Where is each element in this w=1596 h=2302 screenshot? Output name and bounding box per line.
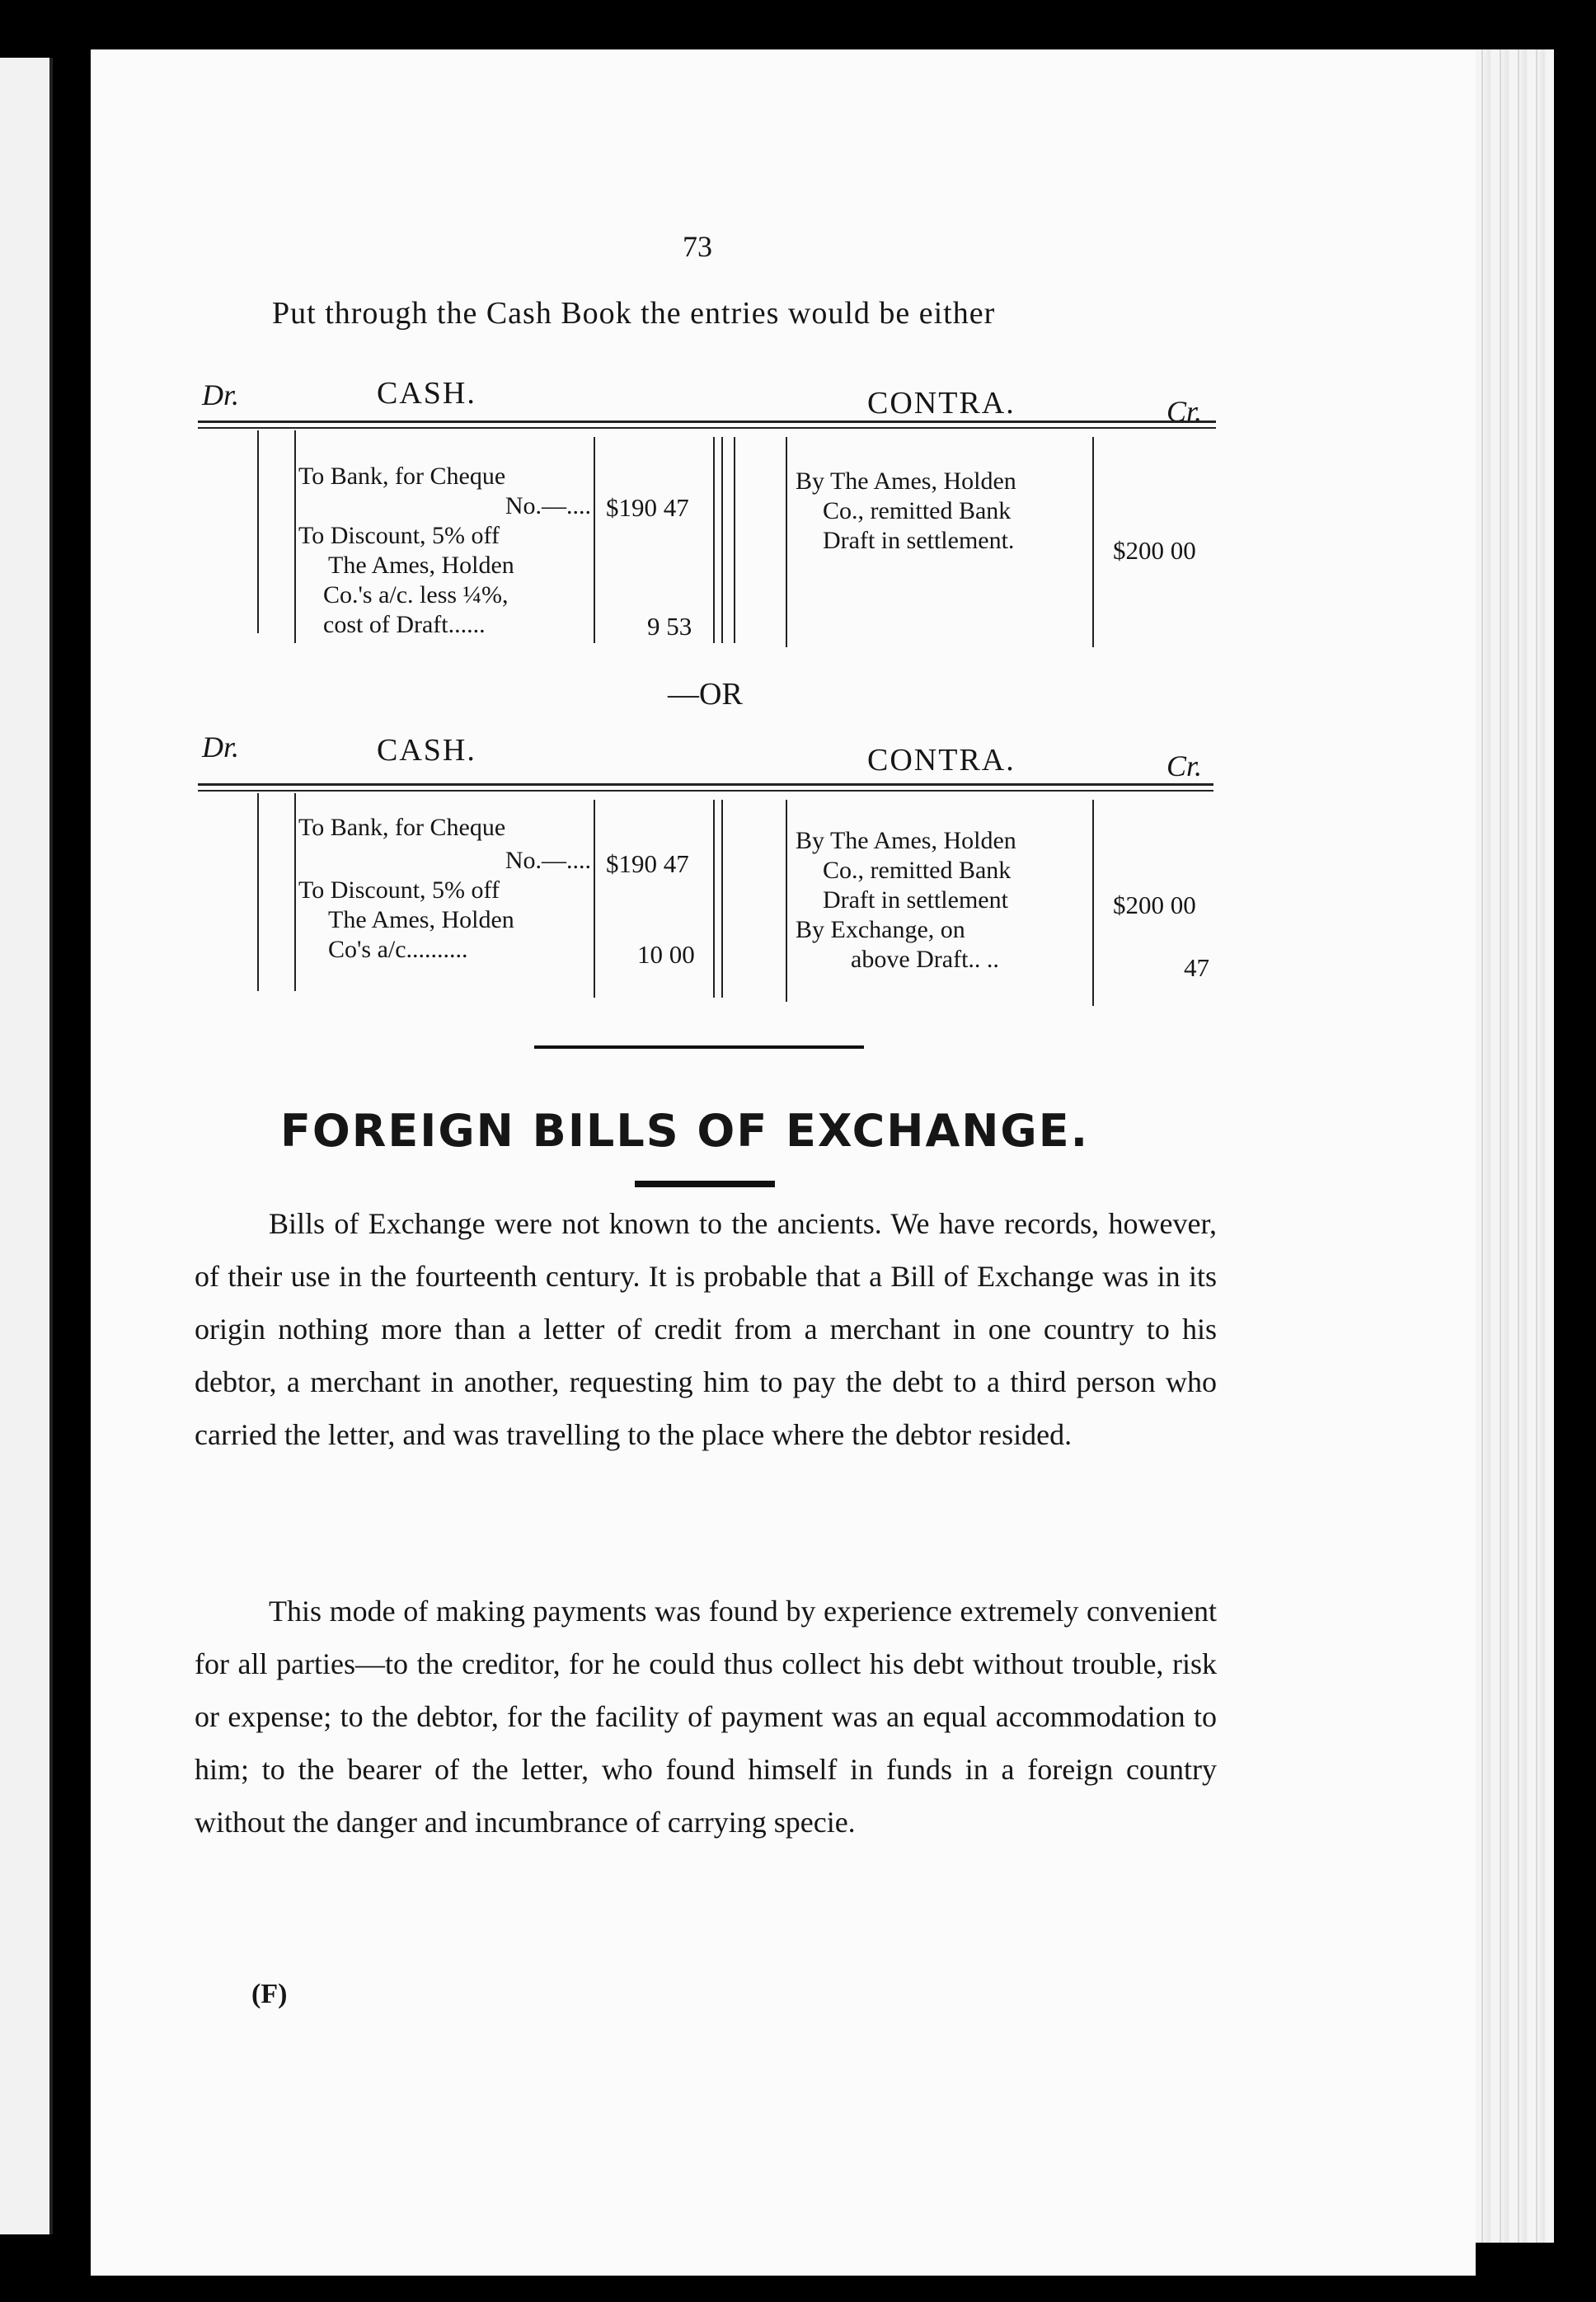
ledger-2-col-line bbox=[257, 793, 259, 991]
ledger-2-col-line bbox=[786, 800, 787, 1002]
ledger-1-col-line bbox=[721, 437, 723, 643]
ledger-2-col-line bbox=[294, 793, 296, 991]
ledger-1-col-line bbox=[713, 437, 715, 643]
ledger-2-rule-top bbox=[198, 783, 1213, 786]
ledger-2-col-line bbox=[721, 800, 723, 998]
paragraph-2 bbox=[195, 1585, 1217, 1849]
ledger-1-right-line: By The Ames, Holden bbox=[796, 467, 1016, 495]
ledger-1-left-line: No.—.... bbox=[505, 492, 591, 519]
ledger-1-cash-heading: CASH. bbox=[377, 376, 476, 411]
ledger-2-right-line: above Draft.. .. bbox=[851, 946, 999, 973]
ledger-2-contra-heading: CONTRA. bbox=[867, 743, 1016, 778]
ledger-2-rule-bottom bbox=[198, 790, 1213, 792]
ledger-1-cr: Cr. bbox=[1166, 395, 1203, 428]
ledger-1-col-line bbox=[734, 437, 735, 643]
paragraph-1-text: Bills of Exchange were not known to the ancients. We have records, however, of their use in the fourteenth century. It is probable that a Bill of Exchange was in its origin nothing more than a letter of credit from a merchant in one country to his debtor, a merchant in another, requesting him to pay the debt to a third person who carried the letter, and was travelling to the place where the debtor resided. bbox=[195, 1207, 1217, 1451]
ledger-2-left-line: Co's a/c.......... bbox=[328, 936, 468, 963]
ledger-2-right-line: By Exchange, on bbox=[796, 916, 965, 943]
ledger-1-amount: $190 47 bbox=[606, 493, 689, 522]
ledger-1-col-line bbox=[594, 437, 595, 643]
intro-sentence: Put through the Cash Book the entries would be either bbox=[272, 296, 996, 331]
ledger-2-right-line: Draft in settlement bbox=[823, 886, 1008, 914]
ledger-2-dr: Dr. bbox=[202, 731, 240, 763]
ledger-2-left-line: To Bank, for Cheque bbox=[298, 814, 506, 841]
ledger-1-left-line: Co.'s a/c. less ¼%, bbox=[323, 581, 509, 608]
ledger-2-right-line: Co., remitted Bank bbox=[823, 857, 1012, 884]
ledger-2-col-line bbox=[1092, 800, 1094, 1006]
ledger-2-contra-amount: $200 00 bbox=[1113, 890, 1196, 919]
ledger-2-cr: Cr. bbox=[1166, 749, 1203, 782]
ledger-1-right-line: Co., remitted Bank bbox=[823, 497, 1012, 524]
ledger-2-amount: 10 00 bbox=[637, 940, 695, 969]
ledger-2-right-line: By The Ames, Holden bbox=[796, 827, 1016, 854]
ledger-2-cash-heading: CASH. bbox=[377, 733, 476, 768]
ledger-1-col-line bbox=[294, 430, 296, 643]
ledger-1-col-line bbox=[1092, 437, 1094, 647]
ledger-2-amount: $190 47 bbox=[606, 849, 689, 878]
ledger-1-right-line: Draft in settlement. bbox=[823, 527, 1015, 554]
book-page bbox=[91, 49, 1476, 2276]
paragraph-2-text: This mode of making payments was found by experience extremely convenient for all parties—to the creditor, for he could thus collect his debt without trouble, risk or expense; to the debtor, for the facility of payment was an equal accommodation to him; to the bearer of the letter, who found himself in funds in a foreign country without the danger and incumbrance of carrying specie. bbox=[195, 1595, 1217, 1839]
or-separator: —OR bbox=[668, 677, 743, 712]
ledger-2-col-line bbox=[713, 800, 715, 998]
ledger-1-rule-bottom bbox=[198, 427, 1216, 429]
ledger-1-rule-top bbox=[198, 420, 1216, 423]
title-underline bbox=[635, 1181, 775, 1187]
ledger-2-left-line: The Ames, Holden bbox=[328, 906, 514, 933]
ledger-2-left-line: No.—.... bbox=[505, 847, 591, 874]
ledger-1-left-line: The Ames, Holden bbox=[328, 552, 514, 579]
facing-page-edge bbox=[0, 58, 53, 2234]
section-divider bbox=[534, 1045, 864, 1049]
footer-signature-mark: (F) bbox=[251, 1979, 288, 2009]
ledger-2-left-line: To Discount, 5% off bbox=[298, 876, 500, 904]
ledger-1-col-line bbox=[257, 430, 259, 633]
ledger-1-contra-amount: $200 00 bbox=[1113, 536, 1196, 565]
ledger-1-left-line: cost of Draft...... bbox=[323, 611, 486, 638]
paragraph-1 bbox=[195, 1197, 1217, 1461]
ledger-2-contra-amount: 47 bbox=[1184, 953, 1209, 982]
ledger-1-dr: Dr. bbox=[202, 378, 240, 411]
ledger-1-col-line bbox=[786, 437, 787, 647]
page-number: 73 bbox=[683, 230, 712, 263]
ledger-1-contra-heading: CONTRA. bbox=[867, 386, 1016, 420]
ledger-1-amount: 9 53 bbox=[647, 612, 692, 641]
ledger-2-col-line bbox=[594, 800, 595, 998]
ledger-1-left-line: To Bank, for Cheque bbox=[298, 463, 506, 490]
ledger-1-left-line: To Discount, 5% off bbox=[298, 522, 500, 549]
section-title: FOREIGN BILLS OF EXCHANGE. bbox=[280, 1105, 1090, 1157]
